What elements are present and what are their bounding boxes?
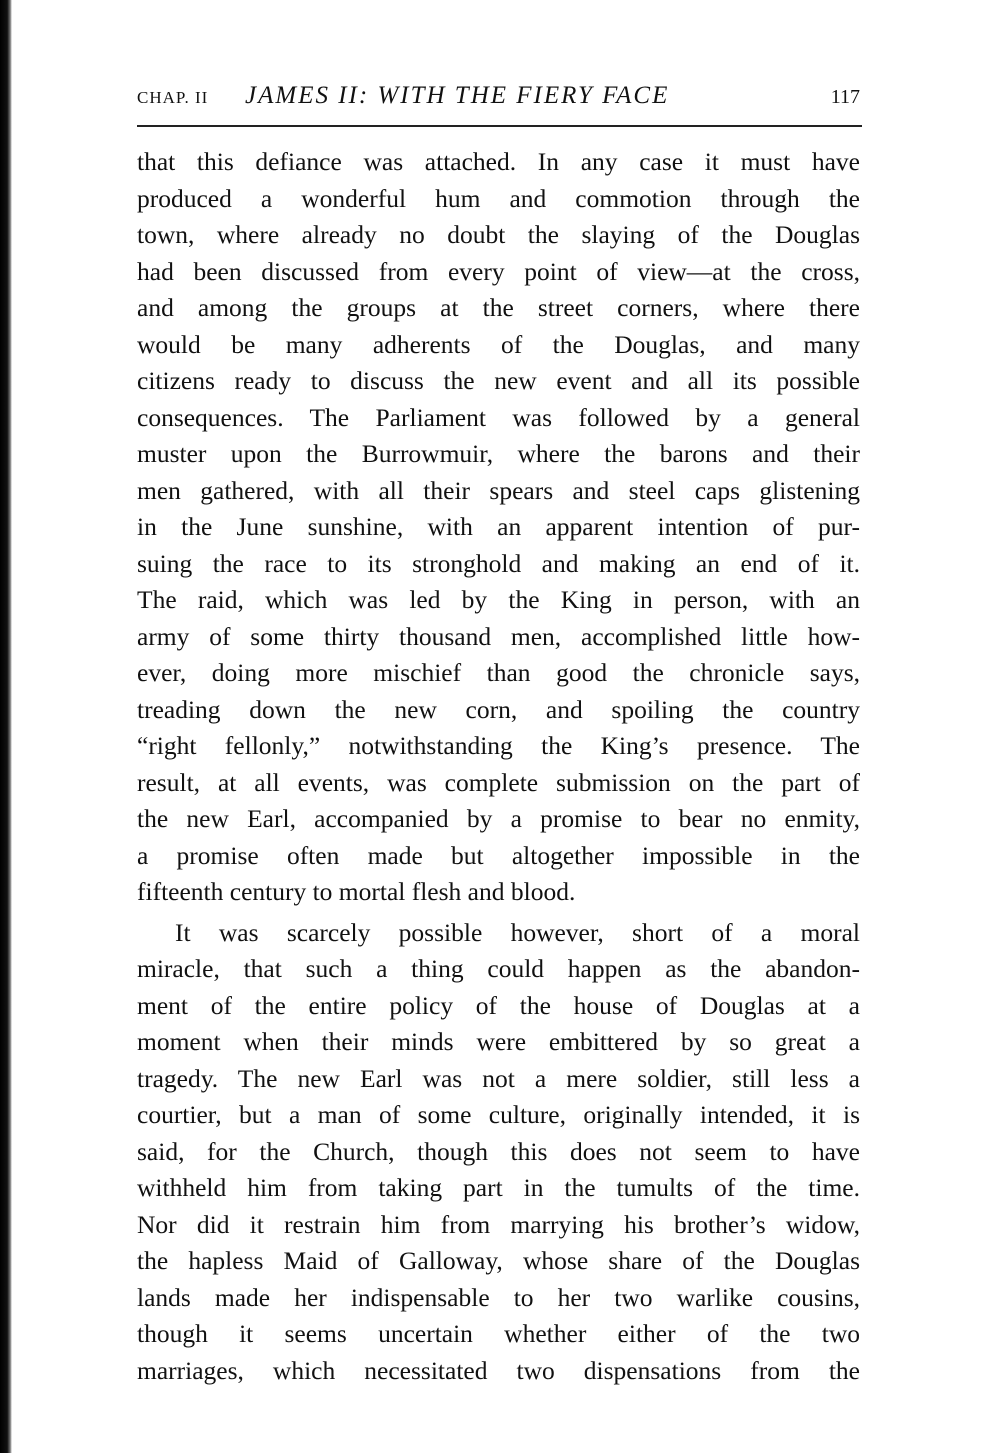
text-line: lands made her indispensable to her two warlike cousins,: [137, 1282, 860, 1312]
text-line: town, where already no doubt the slaying of the Douglas: [137, 220, 860, 249]
page-number: 117: [830, 86, 860, 108]
text-line: Nor did it restrain him from marrying his brother’s widow,: [137, 1209, 860, 1239]
text-line: produced a wonderful hum and commotion through the: [137, 183, 860, 213]
text-line: treading down the new corn, and spoiling the country: [137, 694, 860, 724]
text-line: citizens ready to discuss the new event and all its possible: [137, 366, 860, 395]
text-line: ever, doing more mischief than good the chronicle says,: [137, 658, 860, 687]
text-line: muster upon the Burrowmuir, where the barons and their: [137, 439, 860, 468]
text-line: suing the race to its stronghold and making an end of it.: [137, 548, 860, 578]
text-line: courtier, but a man of some culture, originally intended, it is: [137, 1100, 860, 1129]
paragraph: [137, 144, 860, 911]
text-line: the hapless Maid of Galloway, whose share of the Douglas: [137, 1246, 860, 1275]
text-line: army of some thirty thousand men, accomplished little how-: [137, 621, 860, 651]
text-line: ment of the entire policy of the house of Douglas at a: [137, 990, 860, 1020]
text-line: tragedy. The new Earl was not a mere soldier, still less a: [137, 1063, 860, 1093]
text-line: consequences. The Parliament was followed by a general: [137, 402, 860, 432]
text-line: withheld him from taking part in the tumults of the time.: [137, 1173, 860, 1202]
text-line: fifteenth century to mortal flesh and blood.: [137, 877, 576, 906]
text-line: the new Earl, accompanied by a promise to bear no enmity,: [137, 804, 860, 833]
text-line: moment when their minds were embittered by so great a: [137, 1027, 860, 1056]
text-line: result, at all events, was complete submission on the part of: [137, 767, 860, 797]
text-line: that this defiance was attached. In any case it must have: [137, 147, 860, 176]
text-line: would be many adherents of the Douglas, and many: [137, 329, 860, 359]
text-line: “right fellonly,” notwithstanding the King’s presence. The: [137, 731, 860, 760]
text-line: It was scarcely possible however, short of a moral: [175, 917, 860, 947]
running-header: [137, 82, 860, 116]
paragraph: [137, 915, 860, 1390]
running-title: JAMES II: WITH THE FIERY FACE: [245, 82, 670, 109]
text-line: said, for the Church, though this does not seem to have: [137, 1136, 860, 1166]
text-line: in the June sunshine, with an apparent intention of pur-: [137, 512, 860, 541]
text-line: men gathered, with all their spears and steel caps glistening: [137, 475, 860, 505]
text-line: marriages, which necessitated two dispensations from the: [137, 1355, 860, 1385]
book-spine-shadow: [0, 0, 12, 1453]
text-line: and among the groups at the street corners, where there: [137, 293, 860, 322]
page-body: [137, 144, 860, 1389]
text-line: The raid, which was led by the King in person, with an: [137, 585, 860, 614]
text-line: miracle, that such a thing could happen as the abandon-: [137, 954, 860, 983]
header-rule: [137, 125, 862, 127]
chapter-label: CHAP. II: [137, 88, 209, 107]
text-line: though it seems uncertain whether either of the two: [137, 1319, 860, 1348]
text-line: had been discussed from every point of view—at the cross,: [137, 256, 860, 286]
text-line: a promise often made but altogether impossible in the: [137, 840, 860, 870]
